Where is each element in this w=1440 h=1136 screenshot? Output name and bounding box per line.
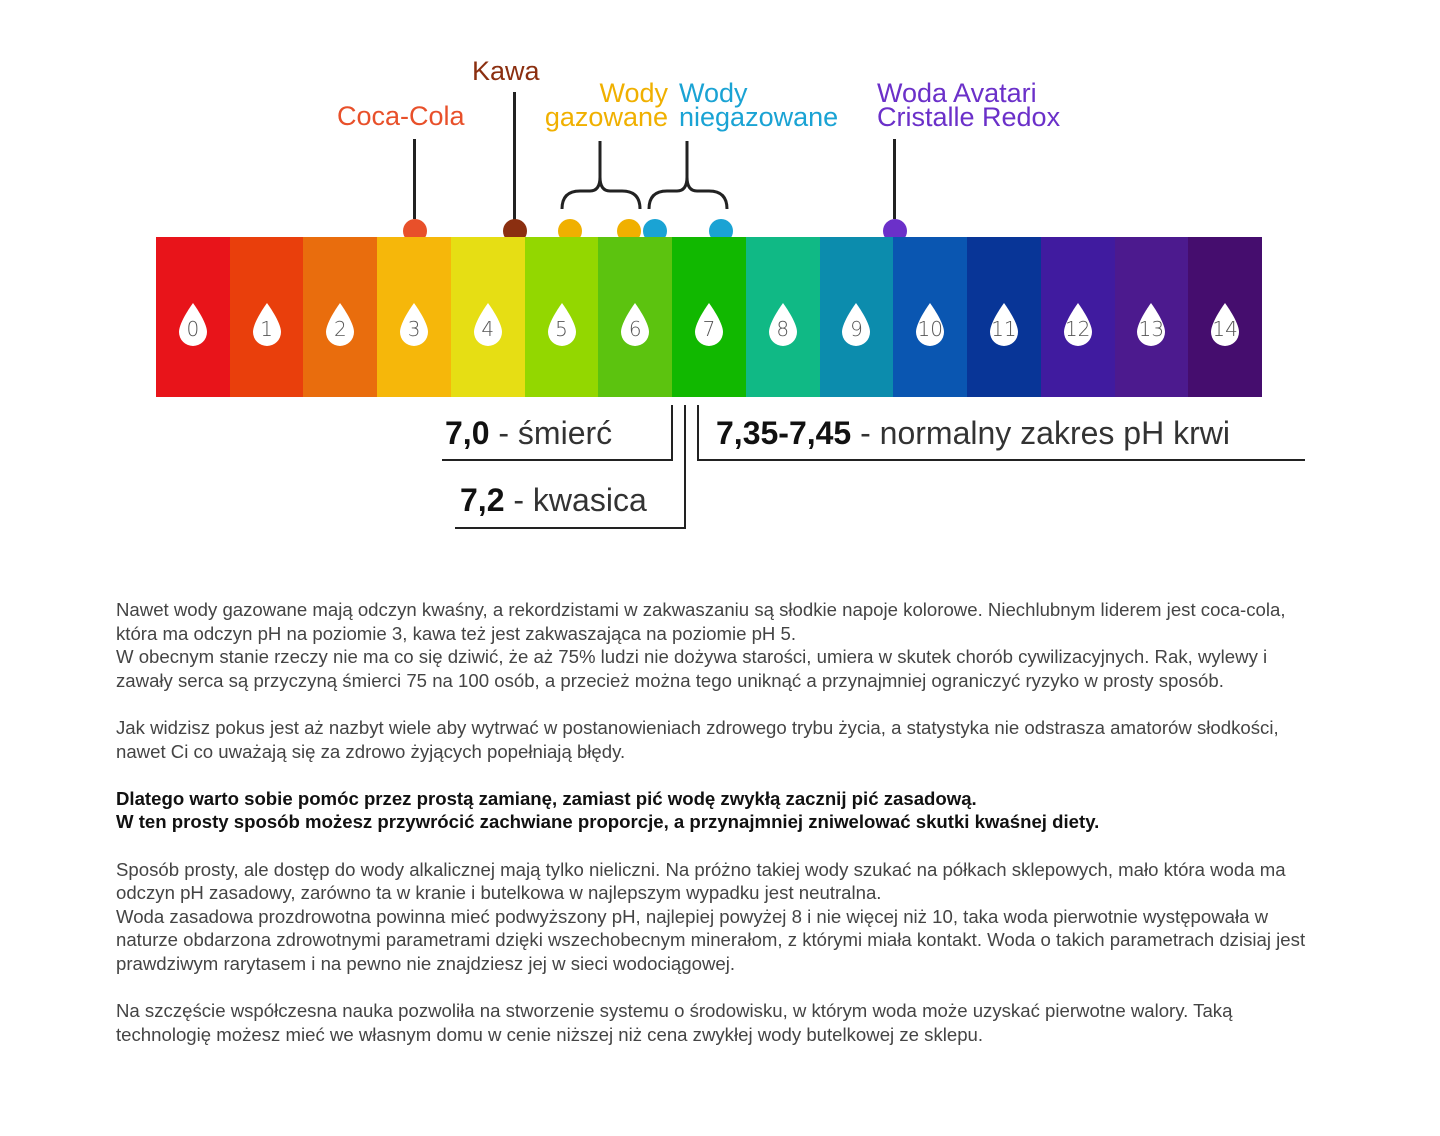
ph-value-label: 3 [407, 317, 421, 341]
water-drop-icon [546, 302, 578, 348]
ph-cell-3 [377, 237, 451, 397]
label-kawa: Kawa [472, 56, 540, 86]
note-normal-value: 7,35-7,45 [716, 415, 852, 451]
ph-cell-14 [1188, 237, 1262, 397]
paragraph-4-b: Woda zasadowa prozdrowotna powinna mieć podwyższony pH, najlepiej powyżej 8 i nie więcej niż 10, taka woda pierwotnie występowała w naturze obdarzona zdrowotnymi parametrami dzięki wszechobecnym minerałom, z którymi miała kontakt. Woda o takich parametrach dzisiaj jest prawdziwym rarytasem i na pewno nie znajdziesz jej w sieci wodociągowej. [116, 905, 1306, 974]
note-death-value: 7,0 [445, 415, 490, 451]
note-death [445, 415, 612, 452]
label-wody-gazowane [528, 78, 668, 132]
ph-value-label: 0 [186, 317, 200, 341]
label-wody-gazowane-line1: Wody [599, 78, 668, 108]
ph-value-label: 12 [1064, 317, 1091, 341]
ph-cell-4 [451, 237, 525, 397]
water-drop-icon [988, 302, 1020, 348]
label-wody-niegazowane-line2: niegazowane [679, 102, 839, 132]
ph-cell-2 [303, 237, 377, 397]
label-coca-cola: Coca-Cola [337, 101, 465, 131]
water-drop-icon [1135, 302, 1167, 348]
ph-value-label: 2 [333, 317, 347, 341]
label-woda-avatari [877, 78, 1061, 132]
ph-value-label: 9 [850, 317, 863, 341]
water-drop-icon [914, 302, 946, 348]
water-drop-icon [472, 302, 504, 348]
coca-cola-stem [413, 139, 416, 219]
bracket-acid-horizontal [455, 527, 686, 529]
paragraph-3-b: W ten prosty sposób możesz przywrócić zachwiane proporcje, a przynajmniej zniwelować skutki kwaśnej diety. [116, 811, 1100, 833]
note-death-text: - śmierć [489, 415, 613, 451]
water-drop-icon [1062, 302, 1094, 348]
article [116, 598, 1326, 1070]
ph-value-label: 11 [991, 317, 1017, 341]
ph-cell-8 [746, 237, 820, 397]
water-drop-icon [177, 302, 209, 348]
ph-value-label: 1 [260, 317, 273, 341]
water-drop-icon [1209, 302, 1241, 348]
ph-value-label: 14 [1212, 317, 1238, 341]
ph-cell-6 [598, 237, 672, 397]
paragraph-3 [116, 787, 1326, 834]
label-woda-avatari-line1: Woda Avatari [877, 78, 1037, 108]
paragraph-4 [116, 858, 1326, 976]
water-drop-icon [398, 302, 430, 348]
label-wody-niegazowane [679, 78, 839, 132]
water-drop-icon [767, 302, 799, 348]
note-acidosis-text: - kwasica [504, 482, 647, 518]
bracket-death-vertical [671, 405, 673, 461]
note-normal-range [716, 415, 1230, 452]
ph-value-label: 8 [776, 317, 790, 341]
ph-value-label: 6 [628, 317, 642, 341]
bracket-death-horizontal [442, 459, 673, 461]
bracket-acid-vertical [684, 405, 686, 529]
ph-scale [156, 237, 1262, 397]
paragraph-2: Jak widzisz pokus jest aż nazbyt wiele aby wytrwać w postanowieniach zdrowego trybu życia, a statystyka nie odstrasza amatorów słodkości, nawet Ci co uważają się za zdrowo żyjących popełniają błędy. [116, 716, 1279, 762]
ph-cell-10 [893, 237, 967, 397]
ph-value-label: 10 [917, 317, 943, 341]
bracket-normal-vertical [697, 405, 699, 461]
note-acidosis-value: 7,2 [460, 482, 505, 518]
ph-value-label: 7 [702, 317, 716, 341]
ph-cell-9 [820, 237, 894, 397]
label-wody-niegazowane-line1: Wody [679, 78, 748, 108]
label-wody-gazowane-line2: gazowane [544, 102, 668, 132]
paragraph-5: Na szczęście współczesna nauka pozwoliła na stworzenie systemu o środowisku, w którym woda może uzyskać pierwotne walory. Taką technologię możesz mieć we własnym domu w cenie niższej niż cena zwykłej wody butelkowej ze sklepu. [116, 1000, 1233, 1045]
kawa-stem [513, 92, 516, 220]
note-normal-text: - normalny zakres pH krwi [851, 415, 1230, 451]
paragraph-1-b: W obecnym stanie rzeczy nie ma co się dziwić, że aż 75% ludzi nie dożywa starości, umiera w skutek chorób cywilizacyjnych. Rak, wylewy i zawały serca są przyczyną śmierci 75 na 100 osób, a przecież można tego uniknąć a przynajmniej ograniczyć ryzyko w prosty sposób. [116, 646, 1268, 691]
brace-gazowane [560, 139, 642, 211]
ph-cell-12 [1041, 237, 1115, 397]
paragraph-3-a: Dlatego warto sobie pomóc przez prostą zamianę, zamiast pić wodę zwykłą zacznij pić zasadową. [116, 787, 977, 809]
water-drop-icon [251, 302, 283, 348]
avatari-stem [893, 139, 896, 219]
water-drop-icon [840, 302, 872, 348]
ph-cell-0 [156, 237, 230, 397]
ph-cell-5 [525, 237, 599, 397]
ph-cell-11 [967, 237, 1041, 397]
ph-cell-7 [672, 237, 746, 397]
ph-cell-1 [230, 237, 304, 397]
label-woda-avatari-line2: Cristalle Redox [877, 102, 1061, 132]
water-drop-icon [619, 302, 651, 348]
paragraph-1 [116, 598, 1326, 692]
paragraph-4-a: Sposób prosty, ale dostęp do wody alkalicznej mają tylko nieliczni. Na próżno takiej wody szukać na półkach sklepowych, mało która woda ma odczyn pH zasadowy, zarówno ta w kranie i butelkowa w najlepszym wypadku jest neutralna. [116, 858, 1286, 904]
bracket-normal-horizontal [697, 459, 1305, 461]
water-drop-icon [693, 302, 725, 348]
ph-value-label: 4 [481, 317, 495, 341]
paragraph-1-a: Nawet wody gazowane mają odczyn kwaśny, a rekordzistami w zakwaszaniu są słodkie napoje kolorowe. Niechlubnym liderem jest coca-cola, która ma odczyn pH na poziomie 3, kawa też jest zakwaszająca na poziomie pH 5. [116, 599, 1286, 644]
ph-value-label: 5 [555, 317, 568, 341]
ph-value-label: 13 [1138, 317, 1165, 341]
water-drop-icon [324, 302, 356, 348]
ph-cell-13 [1115, 237, 1189, 397]
brace-niegazowane [647, 139, 729, 211]
note-acidosis [460, 482, 647, 519]
